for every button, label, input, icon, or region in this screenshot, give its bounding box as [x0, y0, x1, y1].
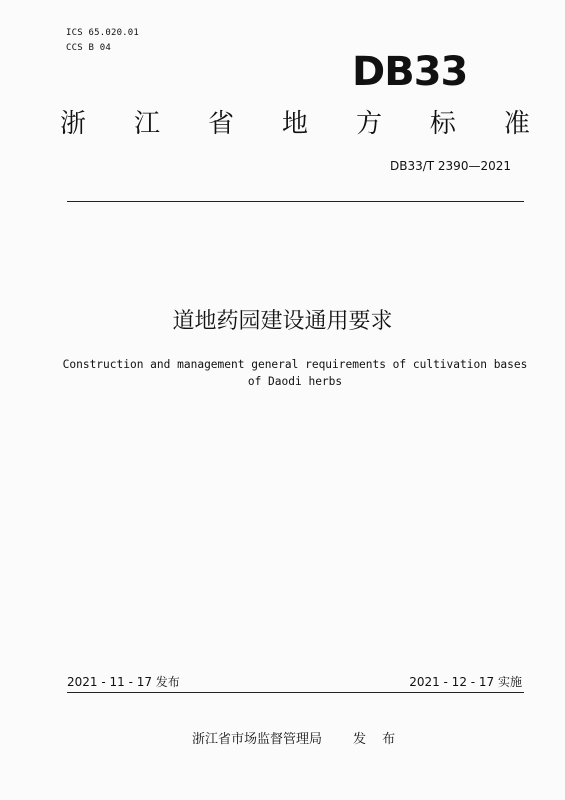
province-title-char: 省: [207, 109, 234, 139]
top-divider: [67, 201, 524, 202]
province-title-char: 江: [133, 109, 160, 139]
issue-date: 2021 - 11 - 17 发布: [67, 675, 180, 689]
ccs-code: CCS B 04: [66, 43, 111, 53]
province-title-char: 标: [429, 109, 456, 139]
standard-number: DB33/T 2390—2021: [389, 159, 511, 173]
bottom-divider: [67, 692, 524, 693]
province-title-char: 地: [281, 109, 308, 139]
document-title-en-line1: Construction and management general requirements of cultivation bases: [62, 358, 528, 371]
document-title-cn: 道地药园建设通用要求: [172, 309, 393, 334]
document-title-en: [60, 356, 530, 390]
publish-label: 发 布: [353, 732, 402, 747]
implementation-date: 2021 - 12 - 17 实施: [409, 675, 522, 689]
province-title-char: 浙: [60, 109, 87, 139]
province-title-char: 准: [503, 109, 530, 139]
ics-code: ICS 65.020.01: [66, 28, 140, 38]
db33-logo: DB33: [352, 49, 468, 95]
publisher-name: 浙江省市场监督管理局: [192, 732, 323, 747]
province-title-char: 方: [355, 109, 382, 139]
document-title-en-line2: of Daodi herbs: [247, 375, 343, 388]
province-standard-title: [60, 106, 530, 142]
